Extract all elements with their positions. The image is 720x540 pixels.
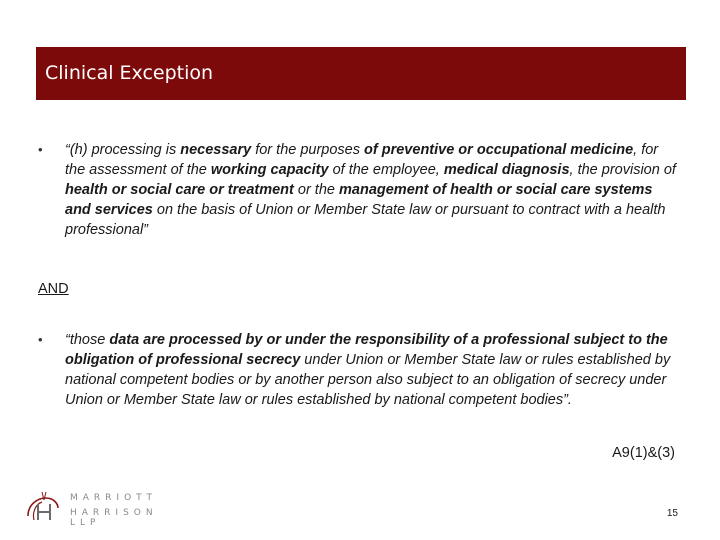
emphasized-text: data are processed by or under the responsibility of a professional subject to the obligation of professional secrecy xyxy=(65,332,668,368)
emphasized-text: necessary xyxy=(180,142,252,158)
text-segment: of the employee, xyxy=(328,162,444,178)
text-segment: under Union or Member State law or rules established by national competent bodies or by another person also subject to an obligation of secrecy under Union or Member State law or rules established by national competent bodies”. xyxy=(65,352,671,408)
logo-monogram-icon xyxy=(24,490,70,524)
text-segment: “those xyxy=(65,332,110,348)
emphasized-text: of preventive or occupational medicine xyxy=(364,142,634,158)
article-reference: A9(1)&(3) xyxy=(612,445,675,461)
text-segment: on the basis of Union or Member State law or pursuant to contract with a health professional” xyxy=(65,202,666,238)
slide-title: Clinical Exception xyxy=(45,62,214,84)
bullet-marker: • xyxy=(38,142,43,157)
company-logo xyxy=(24,490,164,528)
text-segment: for the purposes xyxy=(251,142,365,158)
text-segment: , for the assessment of the xyxy=(65,142,659,178)
emphasized-text: working capacity xyxy=(210,162,329,178)
and-label: AND xyxy=(38,281,69,297)
logo-line-1: MARRIOTT xyxy=(70,493,158,503)
text-segment: , the provision of xyxy=(569,162,676,178)
page-number: 15 xyxy=(666,508,678,519)
emphasized-text: health or social care or treatment xyxy=(65,182,294,198)
emphasized-text: management of health or social care systems and services xyxy=(65,182,653,218)
bullet-text xyxy=(65,330,680,410)
title-bar xyxy=(36,47,686,100)
emphasized-text: medical diagnosis xyxy=(443,162,570,178)
text-segment: or the xyxy=(293,182,339,198)
text-segment: “(h) processing is xyxy=(65,142,181,158)
logo-line-2: HARRISON LLP xyxy=(70,508,158,528)
bullet-marker: • xyxy=(38,332,43,347)
bullet-text xyxy=(65,140,680,240)
